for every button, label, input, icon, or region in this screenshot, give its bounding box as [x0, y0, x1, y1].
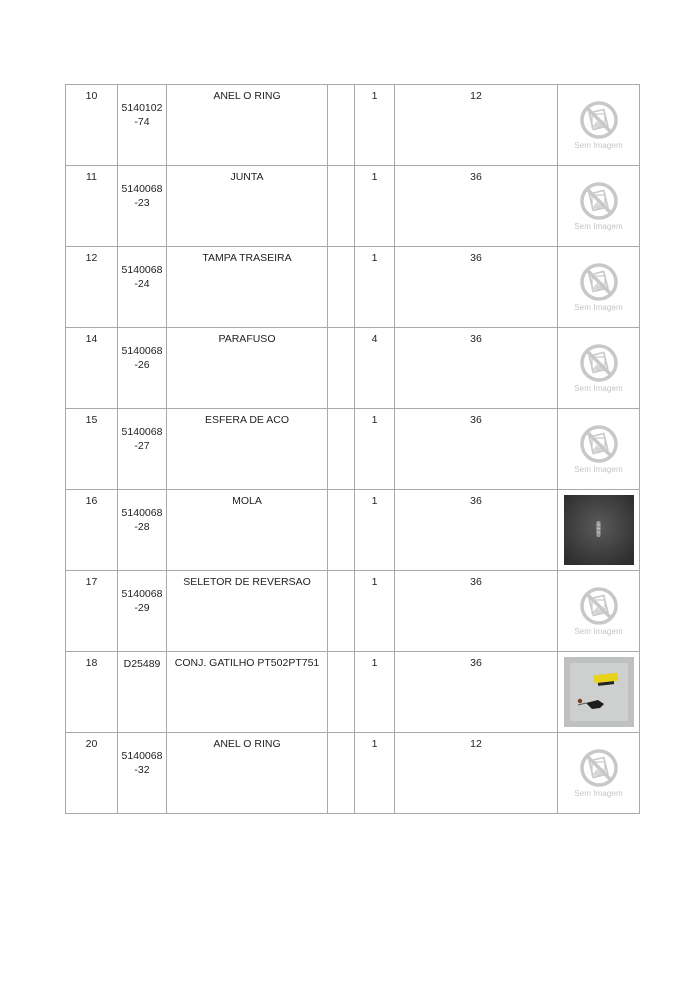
description-cell: [167, 85, 328, 166]
unit-value: 36: [470, 333, 482, 345]
no-image-placeholder: [560, 90, 637, 150]
unit-cell: [395, 409, 558, 490]
item-number-cell: [66, 490, 118, 571]
item-number: 11: [86, 171, 97, 183]
no-image-placeholder: [560, 252, 637, 312]
quantity-cell: [355, 652, 395, 733]
unit-value: 36: [470, 414, 482, 426]
unit-cell: [395, 166, 558, 247]
part-code: D25489: [123, 658, 161, 670]
image-cell: [558, 652, 640, 733]
no-image-icon: [579, 343, 619, 383]
image-cell: [558, 490, 640, 571]
item-number: 14: [85, 333, 98, 345]
no-image-label: Sem Imagem: [574, 627, 623, 636]
unit-cell: [395, 652, 558, 733]
no-image-label: Sem Imagem: [574, 465, 623, 474]
item-number-cell: [66, 733, 118, 814]
no-image-label: Sem Imagem: [574, 222, 623, 231]
quantity: 1: [371, 738, 378, 750]
part-code: 5140068 -23: [121, 183, 163, 209]
image-cell: [558, 85, 640, 166]
description-cell: [167, 247, 328, 328]
quantity-cell: [355, 328, 395, 409]
no-image-icon: [579, 100, 619, 140]
item-number-cell: [66, 166, 118, 247]
no-image-label: Sem Imagem: [574, 789, 623, 798]
empty-cell: [328, 571, 355, 652]
unit-value: 36: [470, 657, 482, 669]
description-cell: [167, 490, 328, 571]
part-code: 5140068 -29: [121, 588, 163, 614]
unit-value: 12: [470, 738, 482, 750]
image-cell: [558, 409, 640, 490]
description-cell: [167, 652, 328, 733]
empty-cell: [328, 409, 355, 490]
unit-cell: [395, 733, 558, 814]
image-cell: [558, 328, 640, 409]
table-row: [66, 409, 640, 490]
no-image-placeholder: [560, 576, 637, 636]
quantity-cell: [355, 733, 395, 814]
quantity-cell: [355, 247, 395, 328]
part-code: 5140068 -27: [121, 426, 163, 452]
quantity-cell: [355, 409, 395, 490]
part-code-cell: [118, 247, 167, 328]
item-number: 15: [85, 414, 98, 426]
quantity: 1: [371, 495, 378, 507]
spring-photo: [564, 495, 634, 565]
part-code: 5140068 -32: [121, 750, 163, 776]
item-number: 20: [85, 738, 98, 750]
table-row: [66, 571, 640, 652]
table-row: [66, 652, 640, 733]
unit-cell: [395, 85, 558, 166]
part-code-cell: [118, 328, 167, 409]
no-image-icon: [579, 748, 619, 788]
table-row: [66, 247, 640, 328]
unit-cell: [395, 571, 558, 652]
table-row: [66, 490, 640, 571]
description-cell: [167, 571, 328, 652]
quantity: 1: [371, 171, 378, 183]
empty-cell: [328, 247, 355, 328]
image-cell: [558, 733, 640, 814]
part-description: ESFERA DE ACO: [204, 414, 290, 426]
parts-table: [65, 84, 640, 814]
part-code: 5140068 -26: [121, 345, 163, 371]
quantity-cell: [355, 166, 395, 247]
quantity: 1: [371, 252, 378, 264]
unit-value: 36: [470, 576, 482, 588]
item-number: 17: [85, 576, 98, 588]
no-image-icon: [579, 424, 619, 464]
quantity-cell: [355, 571, 395, 652]
quantity-cell: [355, 490, 395, 571]
description-cell: [167, 328, 328, 409]
part-description: MOLA: [232, 495, 262, 507]
parts-table-body: [66, 85, 640, 814]
item-number: 10: [85, 90, 98, 102]
part-description: CONJ. GATILHO PT502PT751: [174, 657, 320, 669]
empty-cell: [328, 166, 355, 247]
no-image-placeholder: [560, 333, 637, 393]
image-cell: [558, 166, 640, 247]
empty-cell: [328, 328, 355, 409]
unit-cell: [395, 247, 558, 328]
item-number-cell: [66, 571, 118, 652]
unit-cell: [395, 328, 558, 409]
no-image-icon: [579, 262, 619, 302]
quantity: 1: [371, 90, 378, 102]
table-row: [66, 166, 640, 247]
quantity: 4: [371, 333, 378, 345]
unit-cell: [395, 490, 558, 571]
description-cell: [167, 166, 328, 247]
part-code: 5140102 -74: [121, 102, 163, 128]
part-description: SELETOR DE REVERSAO: [183, 576, 311, 588]
part-code-cell: [118, 571, 167, 652]
description-cell: [167, 409, 328, 490]
empty-cell: [328, 733, 355, 814]
part-code-cell: [118, 166, 167, 247]
part-code-cell: [118, 652, 167, 733]
no-image-placeholder: [560, 414, 637, 474]
table-row: [66, 328, 640, 409]
item-number-cell: [66, 85, 118, 166]
quantity: 1: [371, 576, 378, 588]
part-code-cell: [118, 733, 167, 814]
part-code-cell: [118, 409, 167, 490]
part-code: 5140068 -24: [121, 264, 163, 290]
item-number-cell: [66, 652, 118, 733]
quantity: 1: [371, 414, 378, 426]
trigger-assembly-photo: [564, 657, 634, 727]
item-number-cell: [66, 409, 118, 490]
quantity-cell: [355, 85, 395, 166]
part-code: 5140068 -28: [121, 507, 163, 533]
no-image-label: Sem Imagem: [574, 303, 623, 312]
table-row: [66, 733, 640, 814]
empty-cell: [328, 652, 355, 733]
table-row: [66, 85, 640, 166]
unit-value: 36: [470, 252, 482, 264]
item-number-cell: [66, 328, 118, 409]
empty-cell: [328, 490, 355, 571]
quantity: 1: [371, 657, 378, 669]
part-code-cell: [118, 490, 167, 571]
no-image-label: Sem Imagem: [574, 384, 623, 393]
part-description: ANEL O RING: [213, 90, 281, 102]
unit-value: 36: [470, 495, 482, 507]
empty-cell: [328, 85, 355, 166]
item-number: 18: [85, 657, 98, 669]
part-code-cell: [118, 85, 167, 166]
no-image-icon: [579, 181, 619, 221]
part-description: PARAFUSO: [218, 333, 276, 345]
part-description: JUNTA: [230, 171, 264, 183]
description-cell: [167, 733, 328, 814]
item-number: 12: [85, 252, 98, 264]
part-description: TAMPA TRASEIRA: [202, 252, 292, 264]
item-number-cell: [66, 247, 118, 328]
no-image-icon: [579, 586, 619, 626]
no-image-label: Sem Imagem: [574, 141, 623, 150]
image-cell: [558, 571, 640, 652]
no-image-placeholder: [560, 171, 637, 231]
unit-value: 36: [470, 171, 482, 183]
item-number: 16: [85, 495, 98, 507]
unit-value: 12: [470, 90, 482, 102]
image-cell: [558, 247, 640, 328]
part-description: ANEL O RING: [213, 738, 281, 750]
no-image-placeholder: [560, 738, 637, 798]
